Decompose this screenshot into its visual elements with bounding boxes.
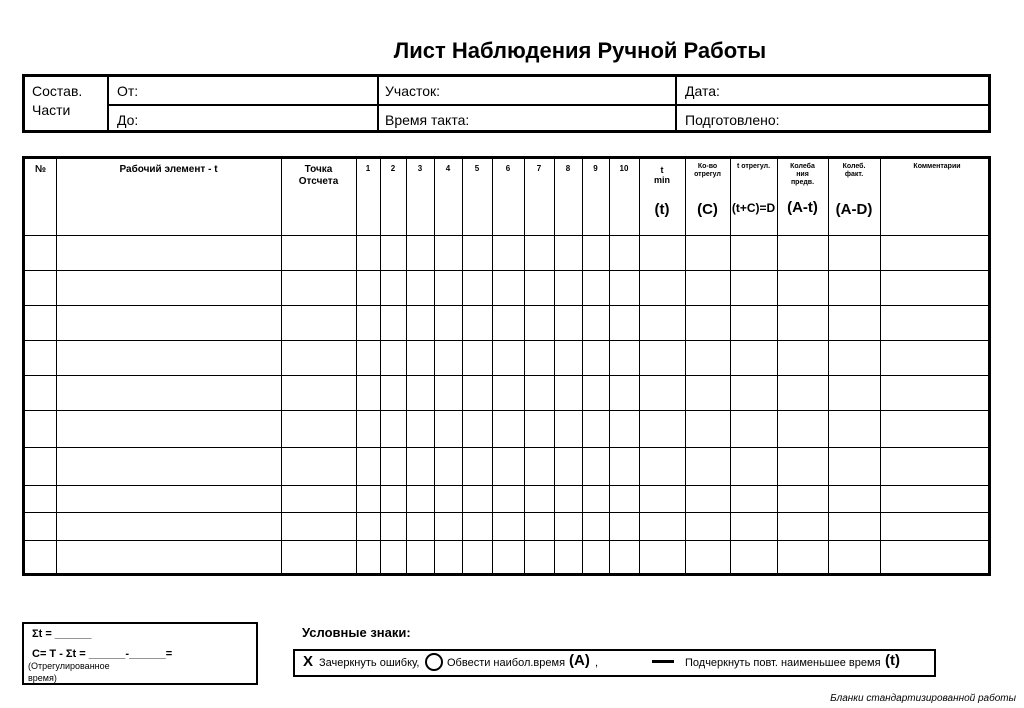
parts-label: Состав. Части (32, 83, 83, 118)
column-header: Колеба ния предв. (790, 163, 815, 187)
cross-mark-icon: X (303, 653, 314, 670)
page-title: Лист Наблюдения Ручной Работы (393, 38, 767, 63)
column-divider (462, 159, 463, 573)
column-divider (828, 159, 829, 573)
table-row[interactable] (25, 540, 988, 541)
column-divider (356, 159, 357, 573)
column-header: Комментарии (913, 163, 961, 170)
cross-text: Зачеркнуть ошибку, (319, 657, 420, 669)
from-field[interactable]: От: (117, 83, 139, 99)
column-divider (582, 159, 583, 573)
observation-table (22, 156, 991, 576)
column-header: 1 (365, 164, 371, 173)
summary-box (22, 622, 258, 685)
column-divider (609, 159, 610, 573)
column-header: 2 (390, 164, 396, 173)
column-symbol: (A-t) (787, 199, 818, 216)
underline-mark-icon (652, 660, 674, 663)
column-header: 10 (619, 164, 629, 173)
column-header: 9 (593, 164, 598, 173)
column-divider (685, 159, 686, 573)
column-divider (639, 159, 640, 573)
adjusted-time-note: (Отрегулированное время) (28, 661, 110, 683)
formula-line: C= T - Σt = ______-______= (32, 648, 173, 660)
column-header: Рабочий элемент - t (119, 164, 218, 175)
column-divider (434, 159, 435, 573)
table-row[interactable] (25, 235, 988, 236)
section-field[interactable]: Участок: (385, 83, 441, 99)
column-divider (730, 159, 731, 573)
footer-caption: Бланки стандартизированной работы (830, 693, 1016, 704)
column-symbol: (A-D) (835, 201, 873, 218)
legend-title: Условные знаки: (302, 625, 411, 640)
column-header: 4 (445, 164, 451, 173)
column-header: t отрегул. (736, 163, 771, 170)
column-divider (880, 159, 881, 573)
table-row[interactable] (25, 375, 988, 376)
column-divider (56, 159, 57, 573)
column-header: 7 (536, 164, 542, 173)
column-symbol: (C) (697, 201, 718, 218)
date-field[interactable]: Дата: (685, 83, 720, 99)
circle-tail: , (595, 657, 599, 669)
sum-line: Σt = ______ (32, 628, 92, 640)
column-header: 3 (417, 164, 423, 173)
column-header: Колеб. факт. (842, 163, 866, 179)
table-row[interactable] (25, 270, 988, 271)
table-row[interactable] (25, 512, 988, 513)
circle-mark-icon (425, 653, 443, 671)
column-divider (554, 159, 555, 573)
takt-time-field[interactable]: Время такта: (385, 112, 470, 128)
column-header: 5 (474, 164, 480, 173)
column-header: № (34, 164, 47, 175)
underline-symbol: (t) (885, 652, 900, 669)
table-row[interactable] (25, 340, 988, 341)
column-divider (281, 159, 282, 573)
table-row[interactable] (25, 410, 988, 411)
column-header: t min (653, 165, 670, 186)
column-header: 8 (565, 164, 571, 173)
table-row[interactable] (25, 485, 988, 486)
column-divider (524, 159, 525, 573)
column-header: Ко-во отрегул (694, 163, 721, 179)
column-header: Точка Отсчета (298, 164, 339, 187)
column-divider (777, 159, 778, 573)
column-divider (406, 159, 407, 573)
column-divider (380, 159, 381, 573)
table-row[interactable] (25, 447, 988, 448)
legend-box (293, 649, 936, 677)
underline-text: Подчеркнуть повт. наименьшее время (685, 657, 881, 669)
table-row[interactable] (25, 305, 988, 306)
circle-symbol: (A) (569, 652, 590, 669)
column-symbol: (t+C)=D (731, 201, 776, 215)
header-box (22, 74, 991, 133)
column-divider (492, 159, 493, 573)
circle-text: Обвести наибол.время (447, 657, 566, 669)
column-header: 6 (505, 164, 511, 173)
to-field[interactable]: До: (117, 112, 139, 128)
prepared-by-field[interactable]: Подготовлено: (685, 112, 780, 128)
column-symbol: (t) (654, 201, 670, 218)
